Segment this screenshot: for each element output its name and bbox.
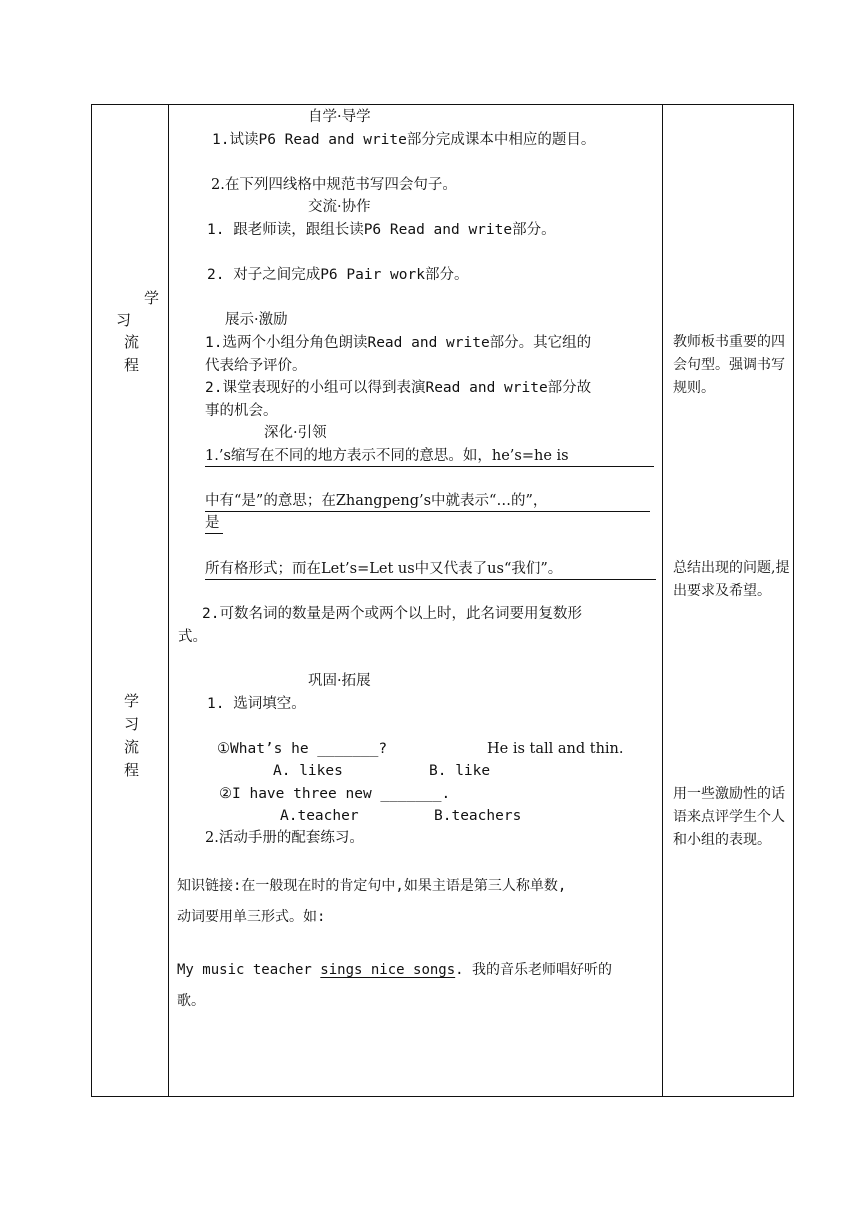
deepening-item-1-line-1: 1.’s缩写在不同的地方表示不同的意思。如，he’s=he is	[205, 448, 569, 464]
self-study-item-2: 2.在下列四线格中规范书写四会句子。	[211, 177, 457, 193]
section-title-self-study: 自学·导学	[308, 109, 371, 125]
deepening-item-1-line-4: 所有格形式；而在Let’s=Let us中又代表了us“我们”。	[205, 561, 563, 577]
deepening-item-1-line-2: 中有“是”的意思；在Zhangpeng’s中就表示“…的”，	[205, 493, 548, 509]
teacher-note-2: 总结出现的问题,提出要求及希望。	[673, 560, 790, 599]
left-column	[92, 105, 169, 1097]
section-title-deepening: 深化·引领	[264, 425, 327, 441]
deepening-item-2-line-2: 式。	[178, 629, 207, 645]
teacher-note-1: 教师板书重要的四会句型。强调书写规则。	[673, 334, 785, 396]
knowledge-link-line-2: 动词要用单三形式。如:	[177, 909, 326, 925]
deepening-item-2-line-1: 2.可数名词的数量是两个或两个以上时，此名词要用复数形	[202, 606, 582, 622]
showcase-item-2-line-1: 2.课堂表现好的小组可以得到表演Read and write部分故	[205, 380, 592, 396]
example-suffix: . 我的音乐老师唱好听的	[455, 962, 613, 978]
section-title-cooperation: 交流·协作	[308, 199, 371, 215]
notes-column	[663, 105, 794, 1097]
section-title-consolidation: 巩固·拓展	[308, 673, 371, 689]
stage-label-2-char: 习	[124, 715, 140, 733]
main-content-column	[169, 105, 663, 1097]
showcase-item-1-line-2: 代表给予评价。	[205, 358, 307, 374]
example-sentence	[177, 961, 612, 979]
teacher-note-3: 用一些激励性的话语来点评学生个人和小组的表现。	[673, 786, 785, 848]
showcase-item-1-line-1: 1.选两个小组分角色朗读Read and write部分。其它组的	[205, 335, 592, 351]
exercise-question-2: ②I have three new _______.	[219, 786, 451, 802]
underline	[205, 511, 650, 512]
underline	[205, 466, 654, 467]
consolidation-item-2: 2.活动手册的配套练习。	[205, 830, 364, 846]
exercise-question-1: ①What’s he _______?	[217, 741, 388, 757]
knowledge-link-line-1: 知识链接:在一般现在时的肯定句中,如果主语是第三人称单数,	[177, 878, 567, 894]
section-title-showcase: 展示·激励	[225, 312, 288, 328]
cooperation-item-2: 2. 对子之间完成P6 Pair work部分。	[207, 267, 469, 283]
underline	[205, 533, 223, 534]
question-2-option-b: B.teachers	[434, 808, 522, 824]
self-study-item-1: 1.试读P6 Read and write部分完成课本中相应的题目。	[212, 132, 596, 148]
example-highlight: sings nice songs	[320, 962, 456, 978]
deepening-item-1-line-3: 是	[205, 515, 220, 531]
stage-label-1-char: 流	[124, 333, 140, 351]
stage-label-1-char: 习	[116, 311, 132, 329]
consolidation-item-1: 1. 选词填空。	[207, 696, 306, 712]
underline	[205, 579, 656, 580]
lesson-plan-table	[91, 104, 794, 1097]
stage-label-1-char: 学	[144, 289, 160, 307]
question-2-option-a: A.teacher	[280, 808, 359, 824]
question-1-option-a: A. likes	[273, 763, 343, 779]
stage-label-2-char: 程	[124, 761, 140, 779]
example-prefix: My music teacher	[177, 962, 321, 978]
stage-label-1-char: 程	[124, 356, 140, 374]
cooperation-item-1: 1. 跟老师读，跟组长读P6 Read and write部分。	[207, 222, 556, 238]
example-sentence-line-2: 歌。	[177, 993, 205, 1009]
question-1-option-b: B. like	[429, 763, 491, 779]
showcase-item-2-line-2: 事的机会。	[205, 403, 278, 419]
exercise-question-1-answer: He is tall and thin.	[487, 741, 624, 757]
stage-label-2-char: 学	[124, 692, 140, 710]
stage-label-2-char: 流	[124, 738, 140, 756]
